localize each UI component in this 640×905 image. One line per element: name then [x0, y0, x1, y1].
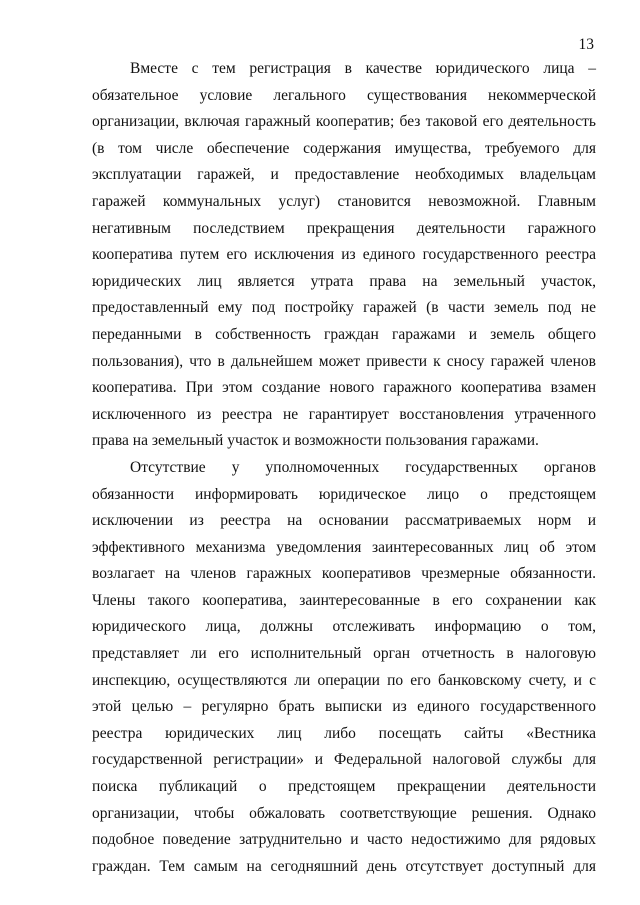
text-line: эффективного механизма уведомления заинтересованных лиц об этом [92, 538, 596, 556]
text-line-last: права на земельный участок и возможности пользования гаражами. [92, 432, 539, 450]
text-line: исключенного из реестра не гарантирует восстановления утраченного [92, 405, 596, 423]
text-line: организации, чтобы обжаловать соответствующие решения. Однако [92, 804, 596, 822]
page-number: 13 [578, 36, 594, 53]
text-line: обязанности информировать юридическое лицо о предстоящем [92, 485, 596, 503]
paragraph-1 [92, 56, 596, 455]
text-line: обязательное условие легального существования некоммерческой [92, 86, 596, 104]
text-line: реестра юридических лиц либо посещать сайты «Вестника [92, 724, 596, 742]
text-line: возлагает на членов гаражных кооперативов чрезмерные обязанности. [92, 565, 596, 583]
text-line: кооператива. При этом создание нового гаражного кооператива взамен [92, 379, 596, 397]
text-line: гаражей коммунальных услуг) становится невозможной. Главным [92, 192, 596, 210]
text-line: (в том числе обеспечение содержания имущества, требуемого для [92, 139, 596, 157]
text-line: пользования), что в дальнейшем может привести к сносу гаражей членов [92, 352, 596, 370]
text-line: государственной регистрации» и Федеральной налоговой службы для [92, 751, 596, 769]
document-body [92, 56, 596, 880]
text-line: поиска публикаций о предстоящем прекращении деятельности [92, 778, 596, 796]
text-line: кооператива путем его исключения из единого государственного реестра [92, 246, 596, 264]
text-line: инспекцию, осуществляются ли операции по его банковскому счету, и с [92, 671, 596, 689]
text-line: юридических лиц является утрата права на земельный участок, [92, 272, 596, 290]
text-line: негативным последствием прекращения деятельности гаражного [92, 219, 596, 237]
text-line: этой целью – регулярно брать выписки из единого государственного [92, 698, 596, 716]
text-line: юридического лица, должны отслеживать информацию о том, [92, 618, 596, 636]
text-line: Отсутствие у уполномоченных государственных органов [130, 458, 596, 476]
text-line: представляет ли его исполнительный орган отчетность в налоговую [92, 645, 596, 663]
text-line: Члены такого кооператива, заинтересованные в его сохранении как [92, 591, 596, 609]
text-line: эксплуатации гаражей, и предоставление необходимых владельцам [92, 166, 596, 184]
text-line: предоставленный ему под постройку гаражей (в части земель под не [92, 299, 596, 317]
text-line: переданными в собственность граждан гаражами и земель общего [92, 325, 596, 343]
text-line: организации, включая гаражный кооператив; без таковой его деятельность [92, 113, 596, 131]
text-line: исключении из реестра на основании рассматриваемых норм и [92, 512, 596, 530]
paragraph-2 [92, 455, 596, 881]
text-line: Вместе с тем регистрация в качестве юридического лица – [130, 60, 596, 77]
text-line: граждан. Тем самым на сегодняшний день отсутствует доступный для [92, 857, 596, 875]
text-line: подобное поведение затруднительно и часто недостижимо для рядовых [92, 831, 596, 849]
